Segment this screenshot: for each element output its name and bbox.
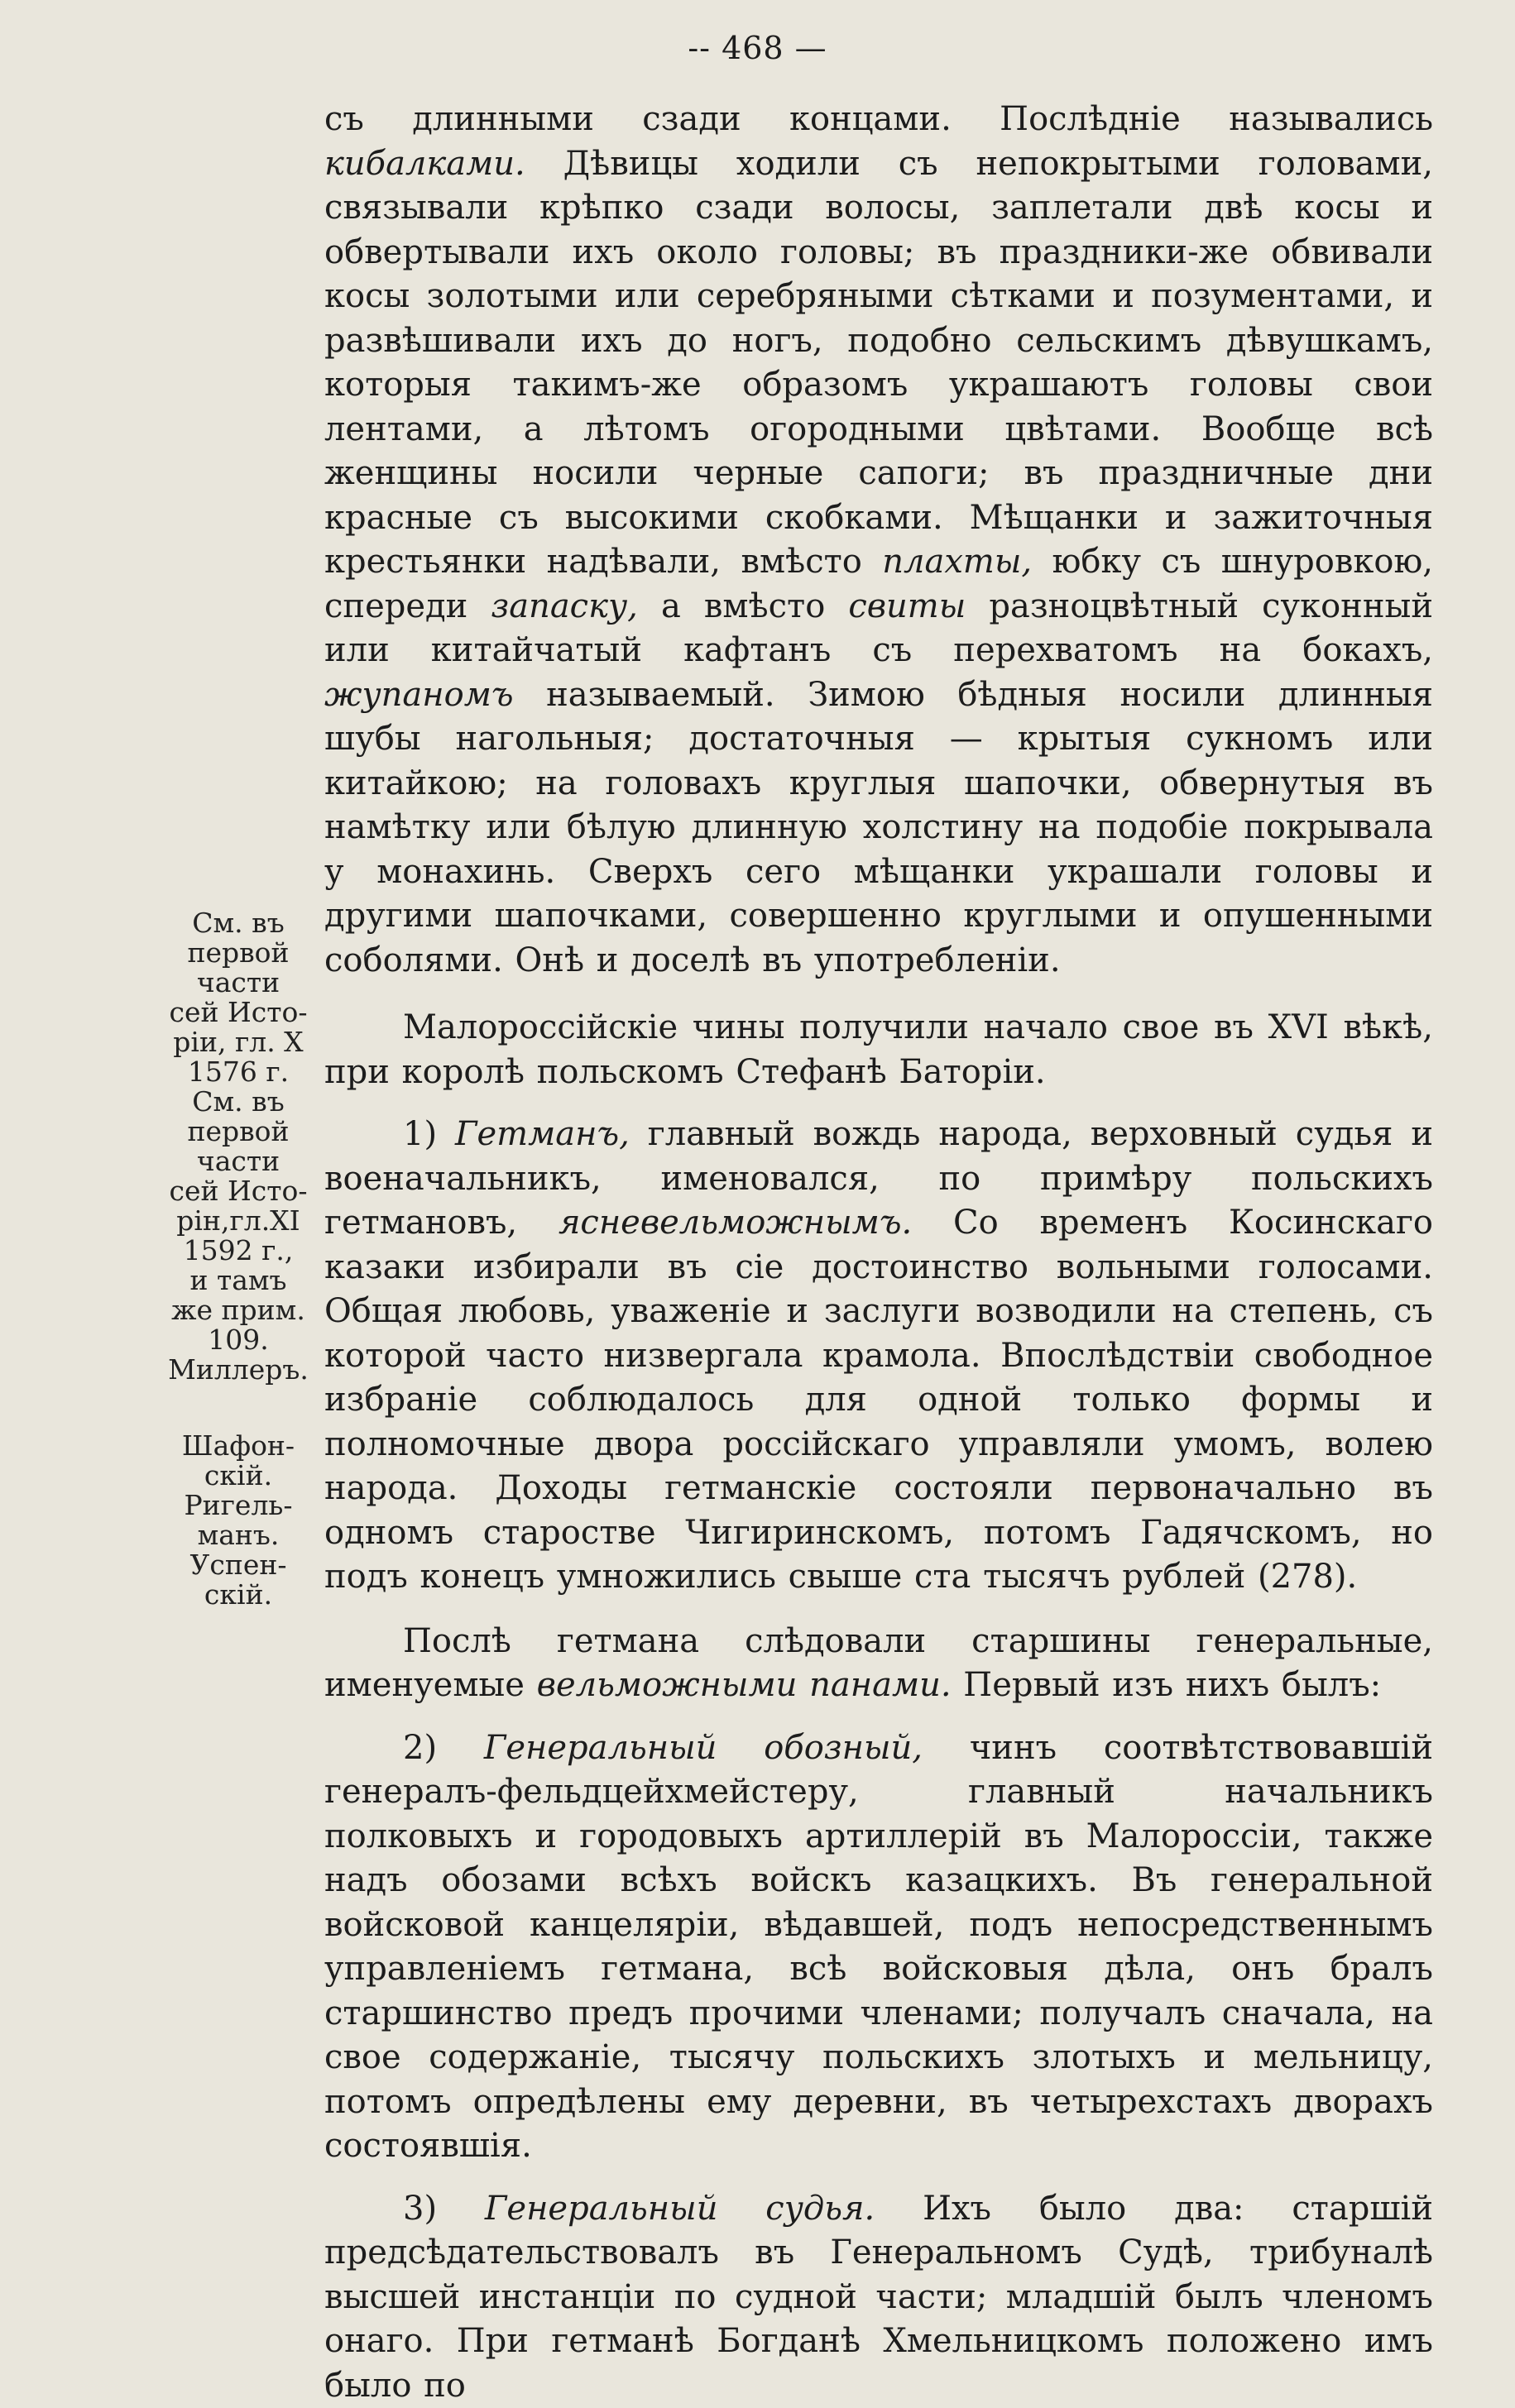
text-run: 3) — [403, 2190, 485, 2228]
text-run: 1) — [403, 1115, 455, 1153]
margin-note-line: первой — [156, 938, 321, 968]
text-run: Первый изъ нихъ былъ: — [952, 1666, 1382, 1704]
italic-term: ясневельможнымъ. — [559, 1204, 912, 1242]
margin-note-line: части — [156, 1147, 321, 1176]
italic-term: Генеральный обозный, — [484, 1729, 923, 1767]
paragraph-gap — [324, 2169, 1433, 2187]
page-number: -- 468 — — [0, 30, 1515, 66]
italic-term: кибалками. — [324, 145, 525, 183]
margin-notes-sources — [156, 1431, 321, 1610]
margin-note-line: скій. — [156, 1580, 321, 1610]
margin-note-line: Шафон- — [156, 1431, 321, 1461]
margin-note-line: См. въ — [156, 1087, 321, 1117]
italic-term: запаску, — [491, 587, 637, 625]
text-run: юбку съ шнуровкою, спереди — [324, 543, 1433, 625]
paragraph-gap — [324, 1708, 1433, 1726]
margin-note-line: сей Исто- — [156, 1176, 321, 1206]
text-run: Послѣ гетмана слѣдовали старшины генеральные, именуемые — [324, 1622, 1433, 1705]
text-run: разноцвѣтный суконный или китайчатый кафтанъ съ перехватомъ на бокахъ, — [324, 587, 1433, 670]
margin-note-line: части — [156, 968, 321, 998]
paragraph-gap — [324, 1094, 1433, 1113]
margin-note-line: ріи, гл. X — [156, 1027, 321, 1057]
italic-term: вельможными панами. — [537, 1666, 952, 1704]
italic-term: плахты, — [882, 543, 1032, 581]
text-run: а вмѣсто — [638, 587, 848, 625]
margin-note-line: же прим. — [156, 1295, 321, 1325]
margin-note-line: манъ. — [156, 1520, 321, 1550]
main-text — [324, 98, 1433, 2408]
text-run: Со временъ Косинскаго казаки избирали въ сіе достоинство вольными голосами. Общая любовь, уваженіе и заслуги возводили на степень, съ которой часто низвергала крамола. Впослѣдствіи свободное избраніе соблюдалось для одной только формы и полномочные двора россійскаго управляли умомъ, волею народа. Доходы гетманскіе состояли первоначально въ одномъ старостве Чигиринскомъ, потомъ Гадячскомъ, но подъ конецъ умножились свыше ста тысячъ рублей (278). — [324, 1204, 1433, 1596]
text-run: 2) — [403, 1729, 484, 1767]
margin-note-line: первой — [156, 1117, 321, 1147]
text-run: чинъ соотвѣтствовавшій генералъ-фельдцейхмейстеру, главный начальникъ полковыхъ и городовыхъ артиллерій въ Малороссіи, также надъ обозами всѣхъ войскъ казацкихъ. Въ генеральной войсковой канцеляріи, вѣдавшей, подъ непосредственнымъ управленіемъ гетмана, всѣ войсковыя дѣла, онъ бралъ старшинство предъ прочими членами; получалъ сначала, на свое содержаніе, тысячу польскихъ злотыхъ и мельницу, потомъ опредѣлены ему деревни, въ четырехстахъ дворахъ состоявшія. — [324, 1729, 1433, 2166]
paragraph-women-dress — [324, 98, 1433, 983]
margin-note-line: 109. — [156, 1325, 321, 1355]
margin-note-line: сей Исто- — [156, 998, 321, 1027]
margin-note-line: и тамъ — [156, 1266, 321, 1295]
text-run: называемый. Зимою бѣдныя носили длинныя шубы нагольныя; достаточныя — крытыя сукномъ или китайкою; на головахъ круглыя шапочки, обвернутыя въ намѣтку или бѣлую длинную холстину на подобіе покрывала у монахинь. Сверхъ сего мѣщанки украшали головы и другими шапочками, совершенно круглыми и опушенными соболями. Онѣ и доселѣ въ употребленіи. — [324, 676, 1433, 979]
margin-note-line: Успен- — [156, 1550, 321, 1580]
italic-term: жупаномъ — [324, 676, 514, 714]
margin-note-line: Миллеръ. — [156, 1355, 321, 1385]
italic-term: Гетманъ, — [455, 1115, 630, 1153]
text-run: съ длинными сзади концами. Послѣдніе назывались — [324, 100, 1433, 138]
paragraph-gap — [324, 1600, 1433, 1620]
paragraph-hetman — [324, 1113, 1433, 1600]
margin-note-line: Ригель- — [156, 1491, 321, 1520]
paragraph-general-judge — [324, 2187, 1433, 2408]
text-run: главный вождь народа, верховный судья и военачальникъ, именовался, по примѣру польскихъ гетмановъ, — [324, 1115, 1433, 1242]
margin-note-line: рін,гл.XI — [156, 1206, 321, 1236]
margin-note-line: 1576 г. — [156, 1057, 321, 1087]
margin-notes-references — [156, 908, 321, 1385]
paragraph-general-oboznyi — [324, 1726, 1433, 2169]
margin-note-line: скій. — [156, 1461, 321, 1491]
paragraph-ranks-origin: Малороссійскіе чины получили начало свое въ XVI вѣкѣ, при королѣ польскомъ Стефанѣ Баторіи. — [324, 1006, 1433, 1094]
text-run: Ихъ было два: старшій предсѣдательствовалъ въ Генеральномъ Судѣ, трибуналѣ высшей инстанціи по судной части; младшій былъ членомъ онаго. При гетманѣ Богданѣ Хмельницкомъ положено имъ было по — [324, 2190, 1433, 2405]
italic-term: свиты — [848, 587, 966, 625]
italic-term: Генеральный судья. — [485, 2190, 875, 2228]
margin-note-line: 1592 г., — [156, 1236, 321, 1266]
paragraph-general-elders — [324, 1620, 1433, 1708]
text-run: Дѣвицы ходили съ непокрытыми головами, связывали крѣпко сзади волосы, заплетали двѣ косы и обвертывали ихъ около головы; въ праздники-же обвивали косы золотыми или серебряными сѣтками и позументами, и развѣшивали ихъ до ногъ, подобно сельскимъ дѣвушкамъ, которыя такимъ-же образомъ украшаютъ головы свои лентами, а лѣтомъ огородными цвѣтами. Вообще всѣ женщины носили черные сапоги; въ праздничные дни красные съ высокими скобками. Мѣщанки и зажиточныя крестьянки надѣвали, вмѣсто — [324, 145, 1433, 582]
paragraph-gap — [324, 983, 1433, 1006]
margin-note-line: См. въ — [156, 908, 321, 938]
